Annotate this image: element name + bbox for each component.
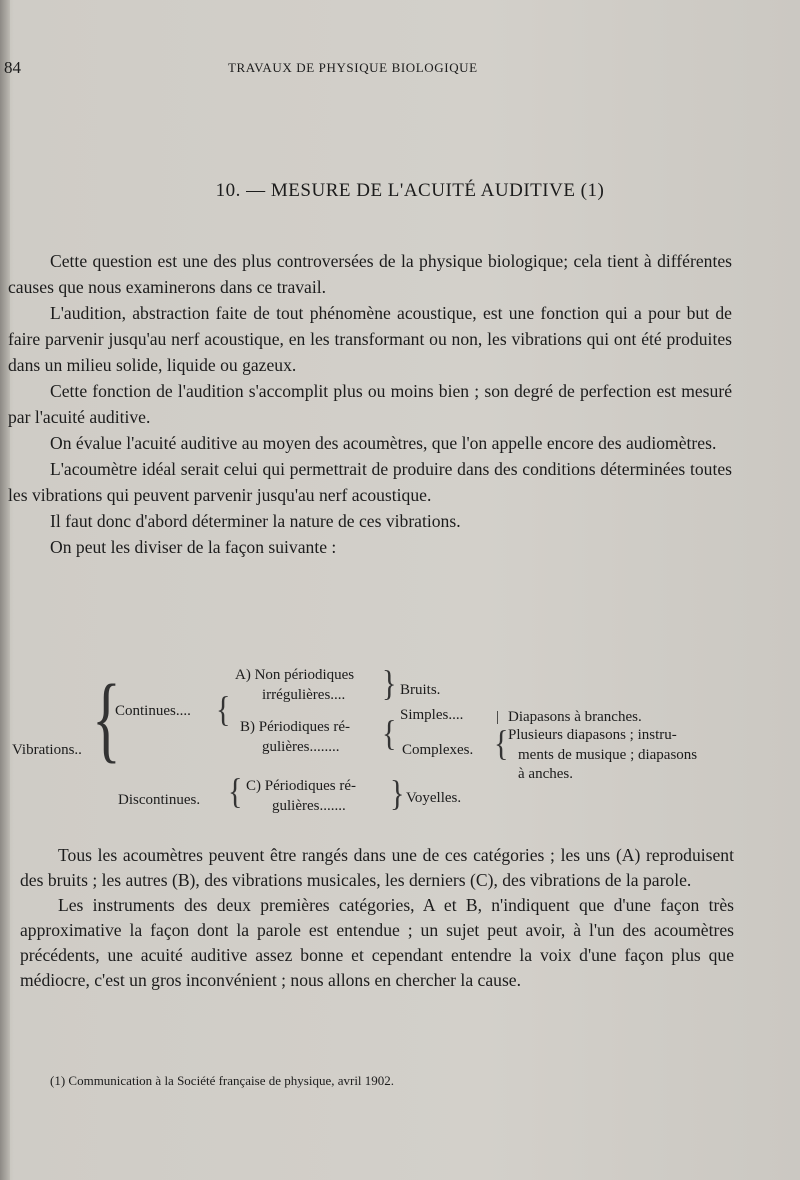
paragraph: Cette fonction de l'audition s'accomplit plus ou moins bien ; son degré de perfection est mesuré par l'acuité auditive. [8, 381, 732, 427]
complexes-detail-1: Plusieurs diapasons ; instru- [508, 727, 677, 743]
class-c-line2: gulières....... [272, 798, 346, 814]
paragraph: On évalue l'acuité auditive au moyen des acoumètres, que l'on appelle encore des audiomètres. [50, 433, 717, 453]
complexes-brace: { [494, 723, 509, 764]
page-number: 84 [4, 58, 21, 77]
simples-detail: Diapasons à branches. [508, 709, 642, 725]
vibration-classification [0, 665, 800, 825]
paragraph: Tous les acoumètres peuvent être rangés dans une de ces catégories ; les uns (A) reproduisent des bruits ; les autres (B), des vibrations musicales, les derniers (C), des vibrations de la parole. [20, 845, 734, 890]
paragraph: Cette question est une des plus controversées de la physique biologique; cela tient à différentes causes que nous examinerons dans ce travail. [8, 251, 732, 297]
discontinues-brace: { [228, 771, 243, 812]
class-b-line1: B) Périodiques ré- [240, 719, 350, 735]
bruits-label: Bruits. [400, 682, 441, 698]
b-brace: { [382, 713, 397, 754]
discontinues-label: Discontinues. [118, 792, 201, 808]
continues-brace: { [216, 689, 231, 730]
class-a-line1: A) Non périodiques [235, 667, 355, 683]
root-brace: { [92, 665, 121, 772]
paragraph: Il faut donc d'abord déterminer la nature de ces vibrations. [50, 511, 461, 531]
divider: | [496, 709, 500, 725]
root-label: Vibrations.. [12, 742, 82, 758]
page-header [0, 58, 800, 78]
section-title: 10. — MESURE DE L'ACUITÉ AUDITIVE (1) [215, 180, 605, 201]
complexes-detail-2: ments de musique ; diapasons [518, 747, 698, 763]
paragraph: L'audition, abstraction faite de tout phénomène acoustique, est une fonction qui a pour but de faire parvenir jusqu'au nerf acoustique, en les transformant ou non, les vibrations qui ont été produites dans un milieu solide, liquide ou gazeux. [8, 303, 732, 375]
complexes-detail-3: à anches. [518, 766, 573, 782]
body-text [8, 248, 732, 560]
running-title: TRAVAUX DE PHYSIQUE BIOLOGIQUE [228, 60, 478, 75]
complexes-label: Complexes. [402, 742, 474, 758]
paragraph: Les instruments des deux premières catégories, A et B, n'indiquent que d'une façon très approximative la façon dont la parole est entendue ; un sujet peut avoir, à l'un des acoumètres précédents, une acuité auditive assez bonne et cependant entendre la voix d'une façon plus que médiocre, c'est un gros inconvénient ; nous allons en chercher la cause. [20, 895, 734, 990]
voyelles-label: Voyelles. [406, 790, 462, 806]
lower-text [20, 843, 734, 993]
footnote: (1) Communication à la Société française de physique, avril 1902. [50, 1073, 395, 1088]
class-b-line2: gulières........ [262, 739, 340, 755]
paragraph: L'acoumètre idéal serait celui qui permettrait de produire dans des conditions déterminées toutes les vibrations qui peuvent parvenir jusqu'au nerf acoustique. [8, 459, 732, 505]
continues-label: Continues.... [115, 703, 191, 719]
class-c-line1: C) Périodiques ré- [246, 778, 356, 794]
class-a-line2: irrégulières.... [262, 687, 346, 703]
simples-label: Simples.... [400, 707, 464, 723]
voyelles-brace: } [390, 773, 405, 814]
page-gutter [0, 0, 10, 1180]
paragraph: On peut les diviser de la façon suivante : [50, 537, 337, 557]
bruits-brace: } [382, 663, 397, 704]
